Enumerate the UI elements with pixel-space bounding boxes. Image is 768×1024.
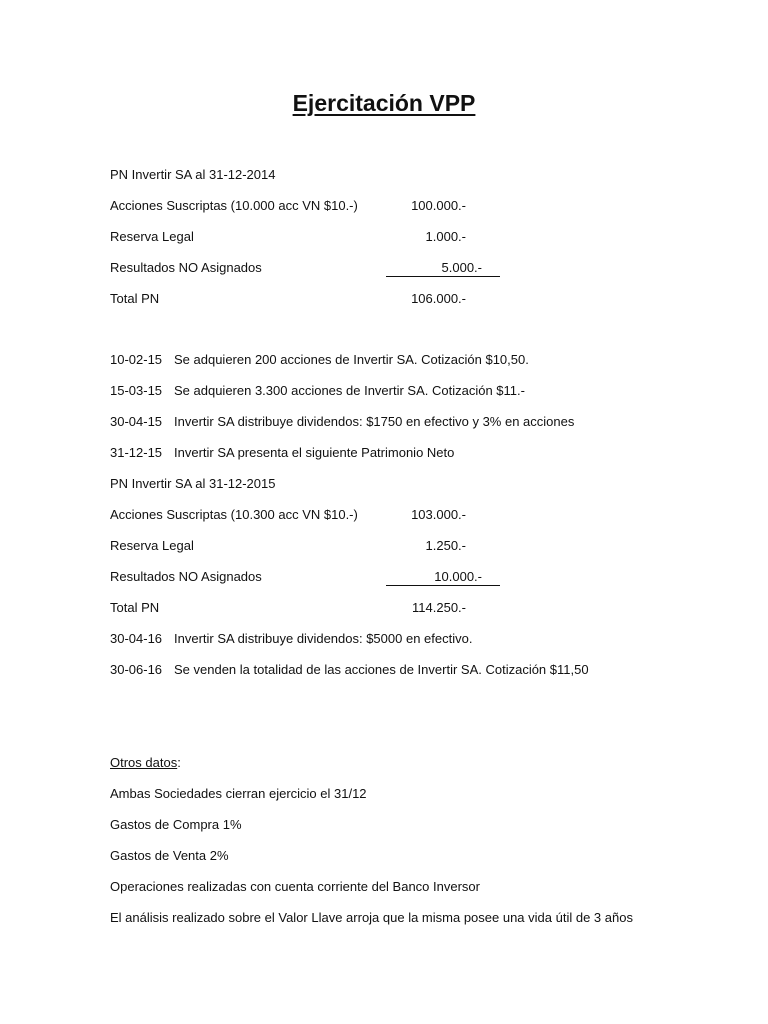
otros-datos-colon: : xyxy=(177,755,181,770)
pn-2014-row-amount: 100.000.- xyxy=(411,198,466,213)
pn-2015-row-amount: 1.250.- xyxy=(425,538,466,553)
pn-2015-row-label: Acciones Suscriptas (10.300 acc VN $10.-) xyxy=(110,507,358,522)
event-date: 30-04-16 xyxy=(110,631,163,646)
event-text: Invertir SA distribuye dividendos: $1750 en efectivo y 3% en acciones xyxy=(174,414,575,429)
otros-datos-item: Ambas Sociedades cierran ejercicio el 31/12 xyxy=(110,786,367,801)
otros-datos-item: Operaciones realizadas con cuenta corriente del Banco Inversor xyxy=(110,879,480,894)
event-text: Se adquieren 200 acciones de Invertir SA. Cotización $10,50. xyxy=(174,352,529,367)
pn-2014-total-label: Total PN xyxy=(110,291,160,306)
event-date: 10-02-15 xyxy=(110,352,163,367)
event-date: 15-03-15 xyxy=(110,383,163,398)
pn-2015-total-amount: 114.250.- xyxy=(412,600,466,615)
pn-2015-row-amount: 10.000.- xyxy=(386,569,500,586)
otros-datos-heading xyxy=(110,755,181,771)
event-line xyxy=(110,414,574,430)
event-line xyxy=(110,631,472,647)
pn-2014-row-label: Resultados NO Asignados xyxy=(110,260,262,275)
document-title-text: Ejercitación VPP xyxy=(292,90,476,116)
event-line xyxy=(110,352,529,368)
pn-2014-row-label: Acciones Suscriptas (10.000 acc VN $10.-) xyxy=(110,198,358,213)
pn-2014-row-amount: 1.000.- xyxy=(425,229,466,244)
pn-2015-total-label: Total PN xyxy=(110,600,160,615)
event-date: 30-06-16 xyxy=(110,662,163,677)
event-text: Invertir SA presenta el siguiente Patrimonio Neto xyxy=(174,445,455,460)
event-text: Se venden la totalidad de las acciones de Invertir SA. Cotización $11,50 xyxy=(174,662,589,677)
otros-datos-item: El análisis realizado sobre el Valor Llave arroja que la misma posee una vida útil de 3 años xyxy=(110,910,633,925)
event-text: Se adquieren 3.300 acciones de Invertir SA. Cotización $11.- xyxy=(174,383,525,398)
pn-2014-heading: PN Invertir SA al 31-12-2014 xyxy=(110,167,276,182)
pn-2015-row-amount: 103.000.- xyxy=(411,507,466,522)
event-date: 30-04-15 xyxy=(110,414,163,429)
pn-2014-total-amount: 106.000.- xyxy=(411,291,466,306)
otros-datos-heading-text: Otros datos xyxy=(110,755,178,770)
event-line xyxy=(110,662,589,678)
pn-2015-row-label: Reserva Legal xyxy=(110,538,194,553)
document-title xyxy=(0,88,768,118)
otros-datos-item: Gastos de Compra 1% xyxy=(110,817,242,832)
pn-2014-row-amount: 5.000.- xyxy=(386,260,500,277)
pn-2014-row-label: Reserva Legal xyxy=(110,229,194,244)
event-date: 31-12-15 xyxy=(110,445,163,460)
event-text: Invertir SA distribuye dividendos: $5000 en efectivo. xyxy=(174,631,473,646)
pn-2015-heading: PN Invertir SA al 31-12-2015 xyxy=(110,476,276,491)
event-line xyxy=(110,383,525,399)
pn-2015-row-label: Resultados NO Asignados xyxy=(110,569,262,584)
otros-datos-item: Gastos de Venta 2% xyxy=(110,848,229,863)
event-line xyxy=(110,445,454,461)
